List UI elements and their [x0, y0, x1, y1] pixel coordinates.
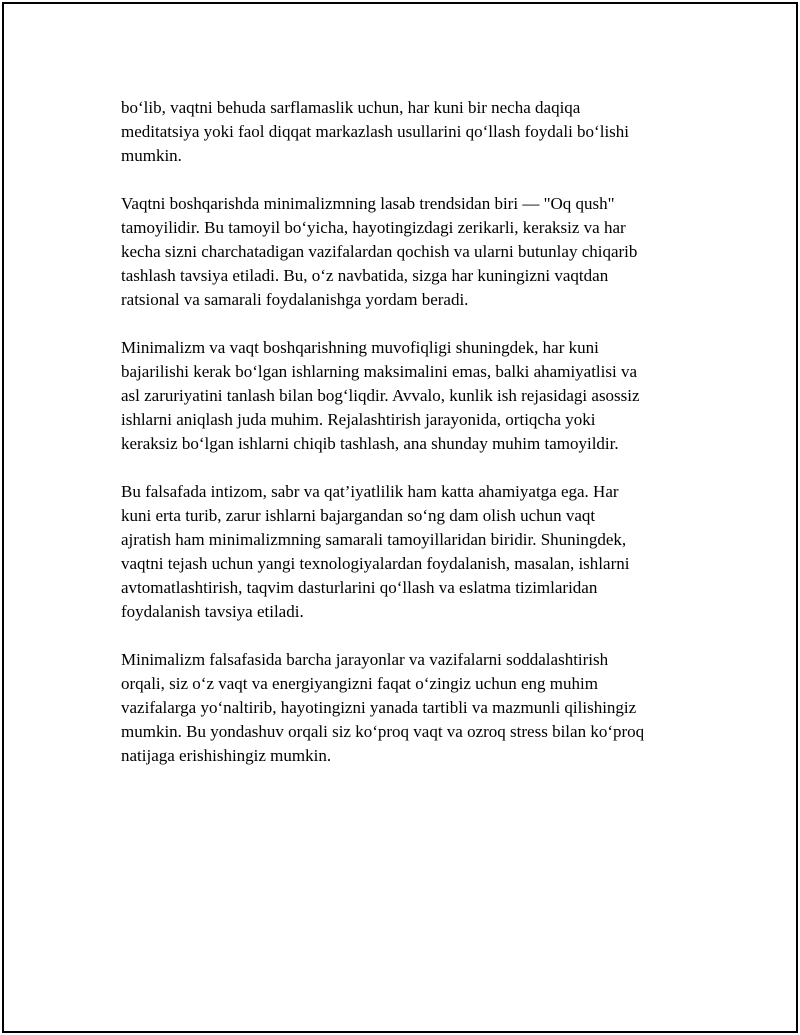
text-line: bajarilishi kerak bo‘lgan ishlarning maksimalini emas, balki ahamiyatlisi va: [121, 362, 638, 381]
text-line: ratsional va samarali foydalanishga yordam beradi.: [121, 290, 469, 309]
text-line: tamoyilidir. Bu tamoyil bo‘yicha, hayotingizdagi zerikarli, keraksiz va har: [121, 218, 626, 237]
text-line: kuni erta turib, zarur ishlarni bajargandan so‘ng dam olish uchun vaqt: [121, 506, 596, 525]
text-line: Minimalizm va vaqt boshqarishning muvofiqligi shuningdek, har kuni: [121, 338, 599, 357]
text-line: orqali, siz o‘z vaqt va energiyangizni faqat o‘zingiz uchun eng muhim: [121, 674, 598, 693]
text-line: ishlarni aniqlash juda muhim. Rejalashtirish jarayonida, ortiqcha yoki: [121, 410, 596, 429]
paragraph-3: [121, 336, 691, 456]
text-line: avtomatlashtirish, taqvim dasturlarini qo‘llash va eslatma tizimlaridan: [121, 578, 598, 597]
paragraph-1: [121, 96, 691, 168]
paragraph-2: [121, 192, 691, 312]
text-line: Bu falsafada intizom, sabr va qat’iyatlilik ham katta ahamiyatga ega. Har: [121, 482, 619, 501]
text-line: ajratish ham minimalizmning samarali tamoyillaridan biridir. Shuningdek,: [121, 530, 627, 549]
paragraph-5: [121, 648, 691, 768]
text-line: vaqtni tejash uchun yangi texnologiyalardan foydalanish, masalan, ishlarni: [121, 554, 630, 573]
paragraph-4: [121, 480, 691, 624]
text-line: asl zaruriyatini tanlash bilan bog‘liqdir. Avvalo, kunlik ish rejasidagi asossiz: [121, 386, 640, 405]
text-line: Minimalizm falsafasida barcha jarayonlar va vazifalarni soddalashtirish: [121, 650, 609, 669]
text-line: kecha sizni charchatadigan vazifalardan qochish va ularni butunlay chiqarib: [121, 242, 638, 261]
text-line: tashlash tavsiya etiladi. Bu, o‘z navbatida, sizga har kuningizni vaqtdan: [121, 266, 609, 285]
text-line: keraksiz bo‘lgan ishlarni chiqib tashlash, ana shunday muhim tamoyildir.: [121, 434, 619, 453]
text-line: vazifalarga yo‘naltirib, hayotingizni yanada tartibli va mazmunli qilishingiz: [121, 698, 637, 717]
page-frame: [2, 2, 798, 1033]
text-line: bo‘lib, vaqtni behuda sarflamaslik uchun, har kuni bir necha daqiqa: [121, 98, 581, 117]
text-line: Vaqtni boshqarishda minimalizmning lasab trendsidan biri — "Oq qush": [121, 194, 615, 213]
text-line: mumkin. Bu yondashuv orqali siz ko‘proq vaqt va ozroq stress bilan ko‘proq: [121, 722, 645, 741]
document-body: [121, 96, 691, 768]
text-line: foydalanish tavsiya etiladi.: [121, 602, 304, 621]
text-line: natijaga erishishingiz mumkin.: [121, 746, 332, 765]
text-line: mumkin.: [121, 146, 182, 165]
text-line: meditatsiya yoki faol diqqat markazlash usullarini qo‘llash foydali bo‘lishi: [121, 122, 629, 141]
